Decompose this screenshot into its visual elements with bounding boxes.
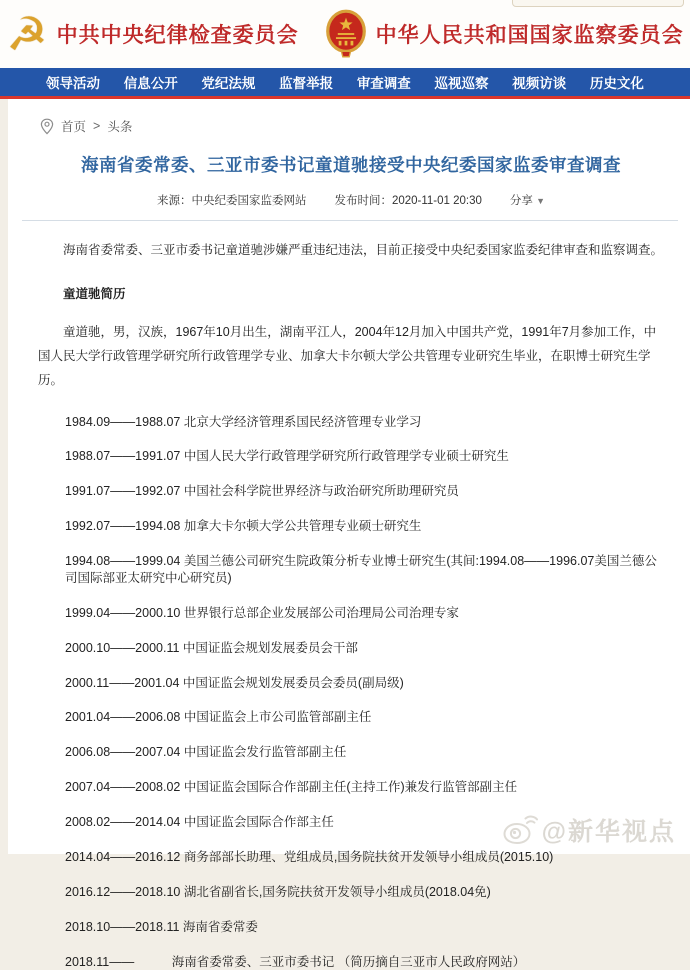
- location-pin-icon: [40, 118, 54, 135]
- org-ccdi-name: 中共中央纪律检查委员会: [57, 19, 299, 49]
- header-cut-search-box: [512, 0, 684, 7]
- breadcrumb-separator: >: [93, 119, 100, 133]
- party-emblem-icon: ☭: [6, 10, 47, 58]
- bio-paragraph: 童道驰，男，汉族，1967年10月出生，湖南平江人，2004年12月加入中国共产党，1991年7月参加工作，中国人民大学行政管理学研究所行政管理学专业、加拿大卡尔顿大学公共管理专业研究生毕业，在职博士研究生学历。: [38, 321, 664, 392]
- timeline-item: 1994.08——1999.04 美国兰德公司研究生院政策分析专业博士研究生(其间:1994.08——1996.07美国兰德公司国际部亚太研究中心研究员): [65, 553, 664, 587]
- chevron-down-icon: ▼: [536, 196, 545, 206]
- national-emblem-icon: [325, 9, 367, 59]
- article-title: 海南省委常委、三亚市委书记童道驰接受中央纪委国家监委审查调查: [38, 152, 664, 177]
- nav-item-report[interactable]: 监督举报: [279, 72, 333, 92]
- timeline-item: 1992.07——1994.08 加拿大卡尔顿大学公共管理专业硕士研究生: [65, 518, 664, 535]
- career-timeline: [38, 414, 664, 970]
- timeline-item: 1991.07——1992.07 中国社会科学院世界经济与政治研究所助理研究员: [65, 483, 664, 500]
- org-nsc-name: 中华人民共和国国家监察委员会: [376, 19, 684, 49]
- nav-item-inspection[interactable]: 巡视巡察: [435, 72, 489, 92]
- timeline-item: 1984.09——1988.07 北京大学经济管理系国民经济管理专业学习: [65, 414, 664, 431]
- watermark-text: @新华视点: [542, 812, 676, 848]
- share-label: 分享: [510, 195, 533, 207]
- timeline-item: 2014.04——2016.12 商务部部长助理、党组成员,国务院扶贫开发领导小组成员(2015.10): [65, 849, 664, 866]
- breadcrumb-home-link[interactable]: 首页: [61, 117, 86, 135]
- timeline-item: 2000.10——2000.11 中国证监会规划发展委员会干部: [65, 640, 664, 657]
- article-publish-time: 发布时间：2020-11-01 20:30: [334, 192, 481, 208]
- resume-heading: 童道驰简历: [38, 284, 664, 302]
- meta-divider: [22, 220, 678, 221]
- breadcrumb-current[interactable]: 头条: [107, 117, 132, 135]
- timeline-item: 2016.12——2018.10 湖北省副省长,国务院扶贫开发领导小组成员(2018.04免): [65, 884, 664, 901]
- article-body: [38, 240, 664, 970]
- nav-item-party-rules[interactable]: 党纪法规: [201, 72, 255, 92]
- timeline-item: 2007.04——2008.02 中国证监会国际合作部副主任(主持工作)兼发行监管部副主任: [65, 779, 664, 796]
- timeline-item: 2006.08——2007.04 中国证监会发行监管部副主任: [65, 744, 664, 761]
- org-ccdi-logo[interactable]: [6, 10, 298, 58]
- timeline-item: 2001.04——2006.08 中国证监会上市公司监管部副主任: [65, 709, 664, 726]
- org-nsc-logo[interactable]: [325, 9, 684, 59]
- nav-item-investigation[interactable]: 审查调查: [357, 72, 411, 92]
- timeline-item: 2018.10——2018.11 海南省委常委: [65, 919, 664, 936]
- timeline-item: 2000.11——2001.04 中国证监会规划发展委员会委员(副局级): [65, 675, 664, 692]
- article-page: [8, 99, 690, 854]
- timeline-item: 1988.07——1991.07 中国人民大学行政管理学研究所行政管理学专业硕士研究生: [65, 448, 664, 465]
- breadcrumb: [40, 117, 664, 135]
- lead-paragraph: 海南省委常委、三亚市委书记童道驰涉嫌严重违纪违法，目前正接受中央纪委国家监委纪律审查和监察调查。: [38, 240, 664, 261]
- timeline-item: 1999.04——2000.10 世界银行总部企业发展部公司治理局公司治理专家: [65, 605, 664, 622]
- site-header: [0, 0, 690, 68]
- nav-item-leadership[interactable]: 领导活动: [46, 72, 100, 92]
- timeline-item: 2018.11—— 海南省委常委、三亚市委书记 （简历摘自三亚市人民政府网站）: [65, 954, 664, 970]
- weibo-icon: [502, 815, 538, 845]
- nav-item-info-disclosure[interactable]: 信息公开: [124, 72, 178, 92]
- weibo-watermark: [502, 812, 676, 848]
- main-nav: [0, 68, 690, 96]
- article-meta: [38, 192, 664, 208]
- nav-item-video-interview[interactable]: 视频访谈: [512, 72, 566, 92]
- share-button[interactable]: [510, 192, 545, 208]
- timeline-item: 2008.02——2014.04 中国证监会国际合作部主任: [65, 814, 664, 831]
- nav-item-history-culture[interactable]: 历史文化: [590, 72, 644, 92]
- article-source: 来源：中央纪委国家监委网站: [157, 192, 307, 208]
